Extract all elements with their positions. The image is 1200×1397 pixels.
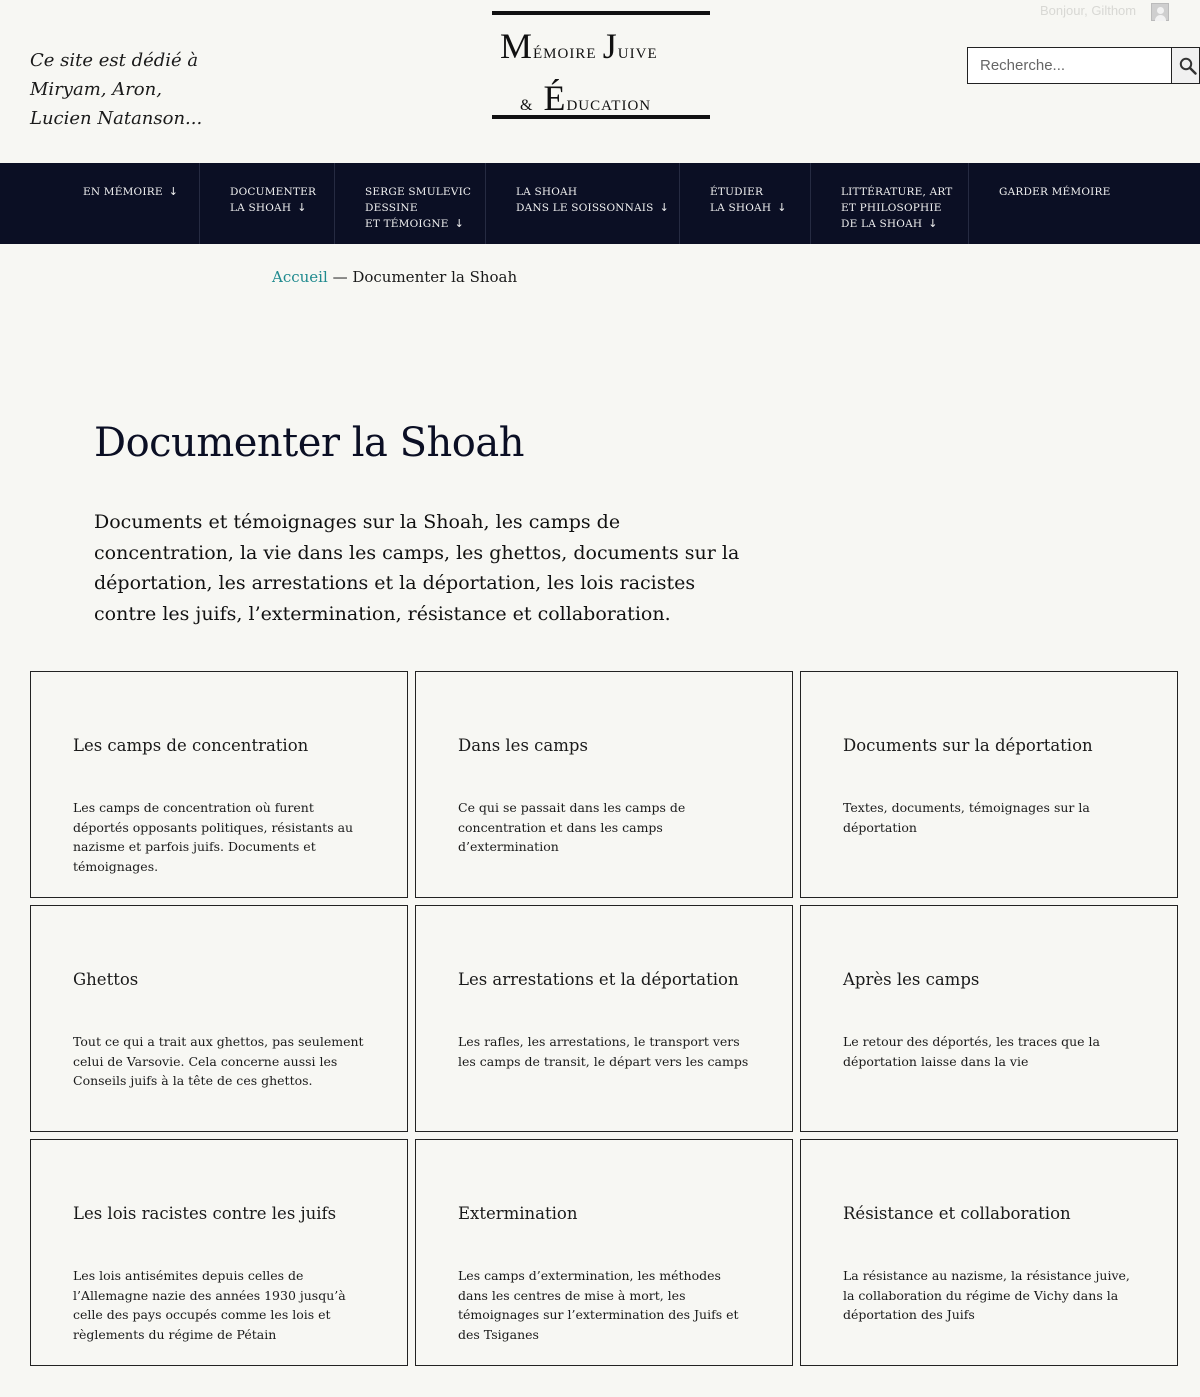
nav-item-serge-smulevic[interactable]: SERGE SMULEVIC DESSINE ET TÉMOIGNE ↓ [335, 163, 486, 244]
nav-item-en-memoire[interactable]: EN MÉMOIRE ↓ [0, 163, 200, 244]
nav-item-garder-memoire[interactable]: GARDER MÉMOIRE [999, 186, 1111, 198]
card-title[interactable]: Les lois racistes contre les juifs [73, 1204, 337, 1223]
arrow-down-icon: ↓ [168, 185, 179, 198]
card-title[interactable]: Les camps de concentration [73, 736, 309, 755]
page-intro: Documents et témoignages sur la Shoah, les camps de concentration, la vie dans les camps, les ghettos, documents sur la déportation, les arrestations et la déportation, les lois racistes contre les juifs, l’extermination, résistance et collaboration. [94, 511, 740, 625]
main-nav [0, 163, 1200, 244]
card-title[interactable]: Après les camps [843, 970, 980, 989]
logo-line-1: Mémoire Juive [500, 26, 658, 66]
card-description: La résistance au nazisme, la résistance juive, la collaboration du régime de Vichy dans la déportation des Juifs [843, 1268, 1130, 1323]
card-description: Les camps d’extermination, les méthodes dans les centres de mise à mort, les témoignages sur l’extermination des Juifs et des Tsiganes [458, 1268, 739, 1343]
user-greeting[interactable]: Bonjour, Gilthom [1040, 3, 1137, 18]
arrow-down-icon: ↓ [454, 217, 465, 230]
site-header [0, 0, 1200, 163]
nav-item-etudier[interactable]: ÉTUDIER LA SHOAH ↓ [680, 163, 811, 244]
dedication-line: Miryam, Aron, [30, 79, 162, 100]
search-icon [1179, 57, 1197, 75]
nav-item-documenter[interactable]: DOCUMENTER LA SHOAH ↓ [200, 163, 335, 244]
nav-item-litterature[interactable]: LITTÉRATURE, ART ET PHILOSOPHIE DE LA SHOAH ↓ [811, 163, 969, 244]
card-description: Les lois antisémites depuis celles de l’Allemagne nazie des années 1930 jusqu’à celle des pays occupés comme les lois et règlements du régime de Pétain [73, 1268, 346, 1343]
card-description: Les rafles, les arrestations, le transport vers les camps de transit, le départ vers les camps [458, 1034, 749, 1069]
search-button[interactable] [1171, 48, 1199, 83]
card-description: Tout ce qui a trait aux ghettos, pas seulement celui de Varsovie. Cela concerne aussi les Conseils juifs à la tête de ces ghettos. [73, 1034, 364, 1089]
category-card[interactable] [30, 671, 408, 898]
dedication-line: Ce site est dédié à [30, 50, 199, 71]
category-card[interactable] [415, 905, 793, 1132]
category-card[interactable] [30, 1139, 408, 1366]
card-description: Le retour des déportés, les traces que la déportation laisse dans la vie [843, 1034, 1100, 1069]
category-card[interactable] [415, 1139, 793, 1366]
card-title[interactable]: Dans les camps [458, 736, 588, 755]
dedication-text [30, 46, 230, 133]
avatar-icon[interactable] [1151, 3, 1169, 21]
breadcrumb-home-link[interactable]: Accueil [272, 268, 328, 286]
breadcrumb [272, 268, 517, 286]
card-description: Textes, documents, témoignages sur la déportation [843, 800, 1090, 835]
arrow-down-icon: ↓ [297, 201, 307, 214]
breadcrumb-current: Documenter la Shoah [352, 268, 518, 286]
category-card[interactable] [800, 905, 1178, 1132]
dedication-line: Lucien Natanson... [30, 108, 203, 129]
card-title[interactable]: Extermination [458, 1204, 578, 1223]
category-grid [30, 671, 1177, 1366]
category-card[interactable] [30, 905, 408, 1132]
category-card[interactable] [415, 671, 793, 898]
category-card[interactable] [800, 671, 1178, 898]
card-title[interactable]: Résistance et collaboration [843, 1204, 1071, 1223]
search-input[interactable] [968, 48, 1171, 83]
card-title[interactable]: Les arrestations et la déportation [458, 970, 739, 989]
arrow-down-icon: ↓ [928, 217, 938, 230]
card-description: Ce qui se passait dans les camps de concentration et dans les camps d’extermination [458, 800, 686, 855]
logo-line-2: & Éducation [520, 78, 652, 118]
page-title: Documenter la Shoah [94, 420, 524, 466]
card-title[interactable]: Documents sur la déportation [843, 736, 1093, 755]
card-title[interactable]: Ghettos [73, 970, 139, 989]
nav-item-shoah-soissonnais[interactable]: LA SHOAH DANS LE SOISSONNAIS ↓ [486, 163, 680, 244]
search-form [967, 47, 1200, 84]
card-description: Les camps de concentration où furent déportés opposants politiques, résistants au nazisme et parfois juifs. Documents et témoignages. [73, 800, 354, 875]
arrow-down-icon: ↓ [777, 201, 787, 214]
breadcrumb-separator: — [332, 268, 348, 286]
arrow-down-icon: ↓ [659, 201, 669, 214]
site-logo[interactable] [492, 11, 710, 119]
category-card[interactable] [800, 1139, 1178, 1366]
